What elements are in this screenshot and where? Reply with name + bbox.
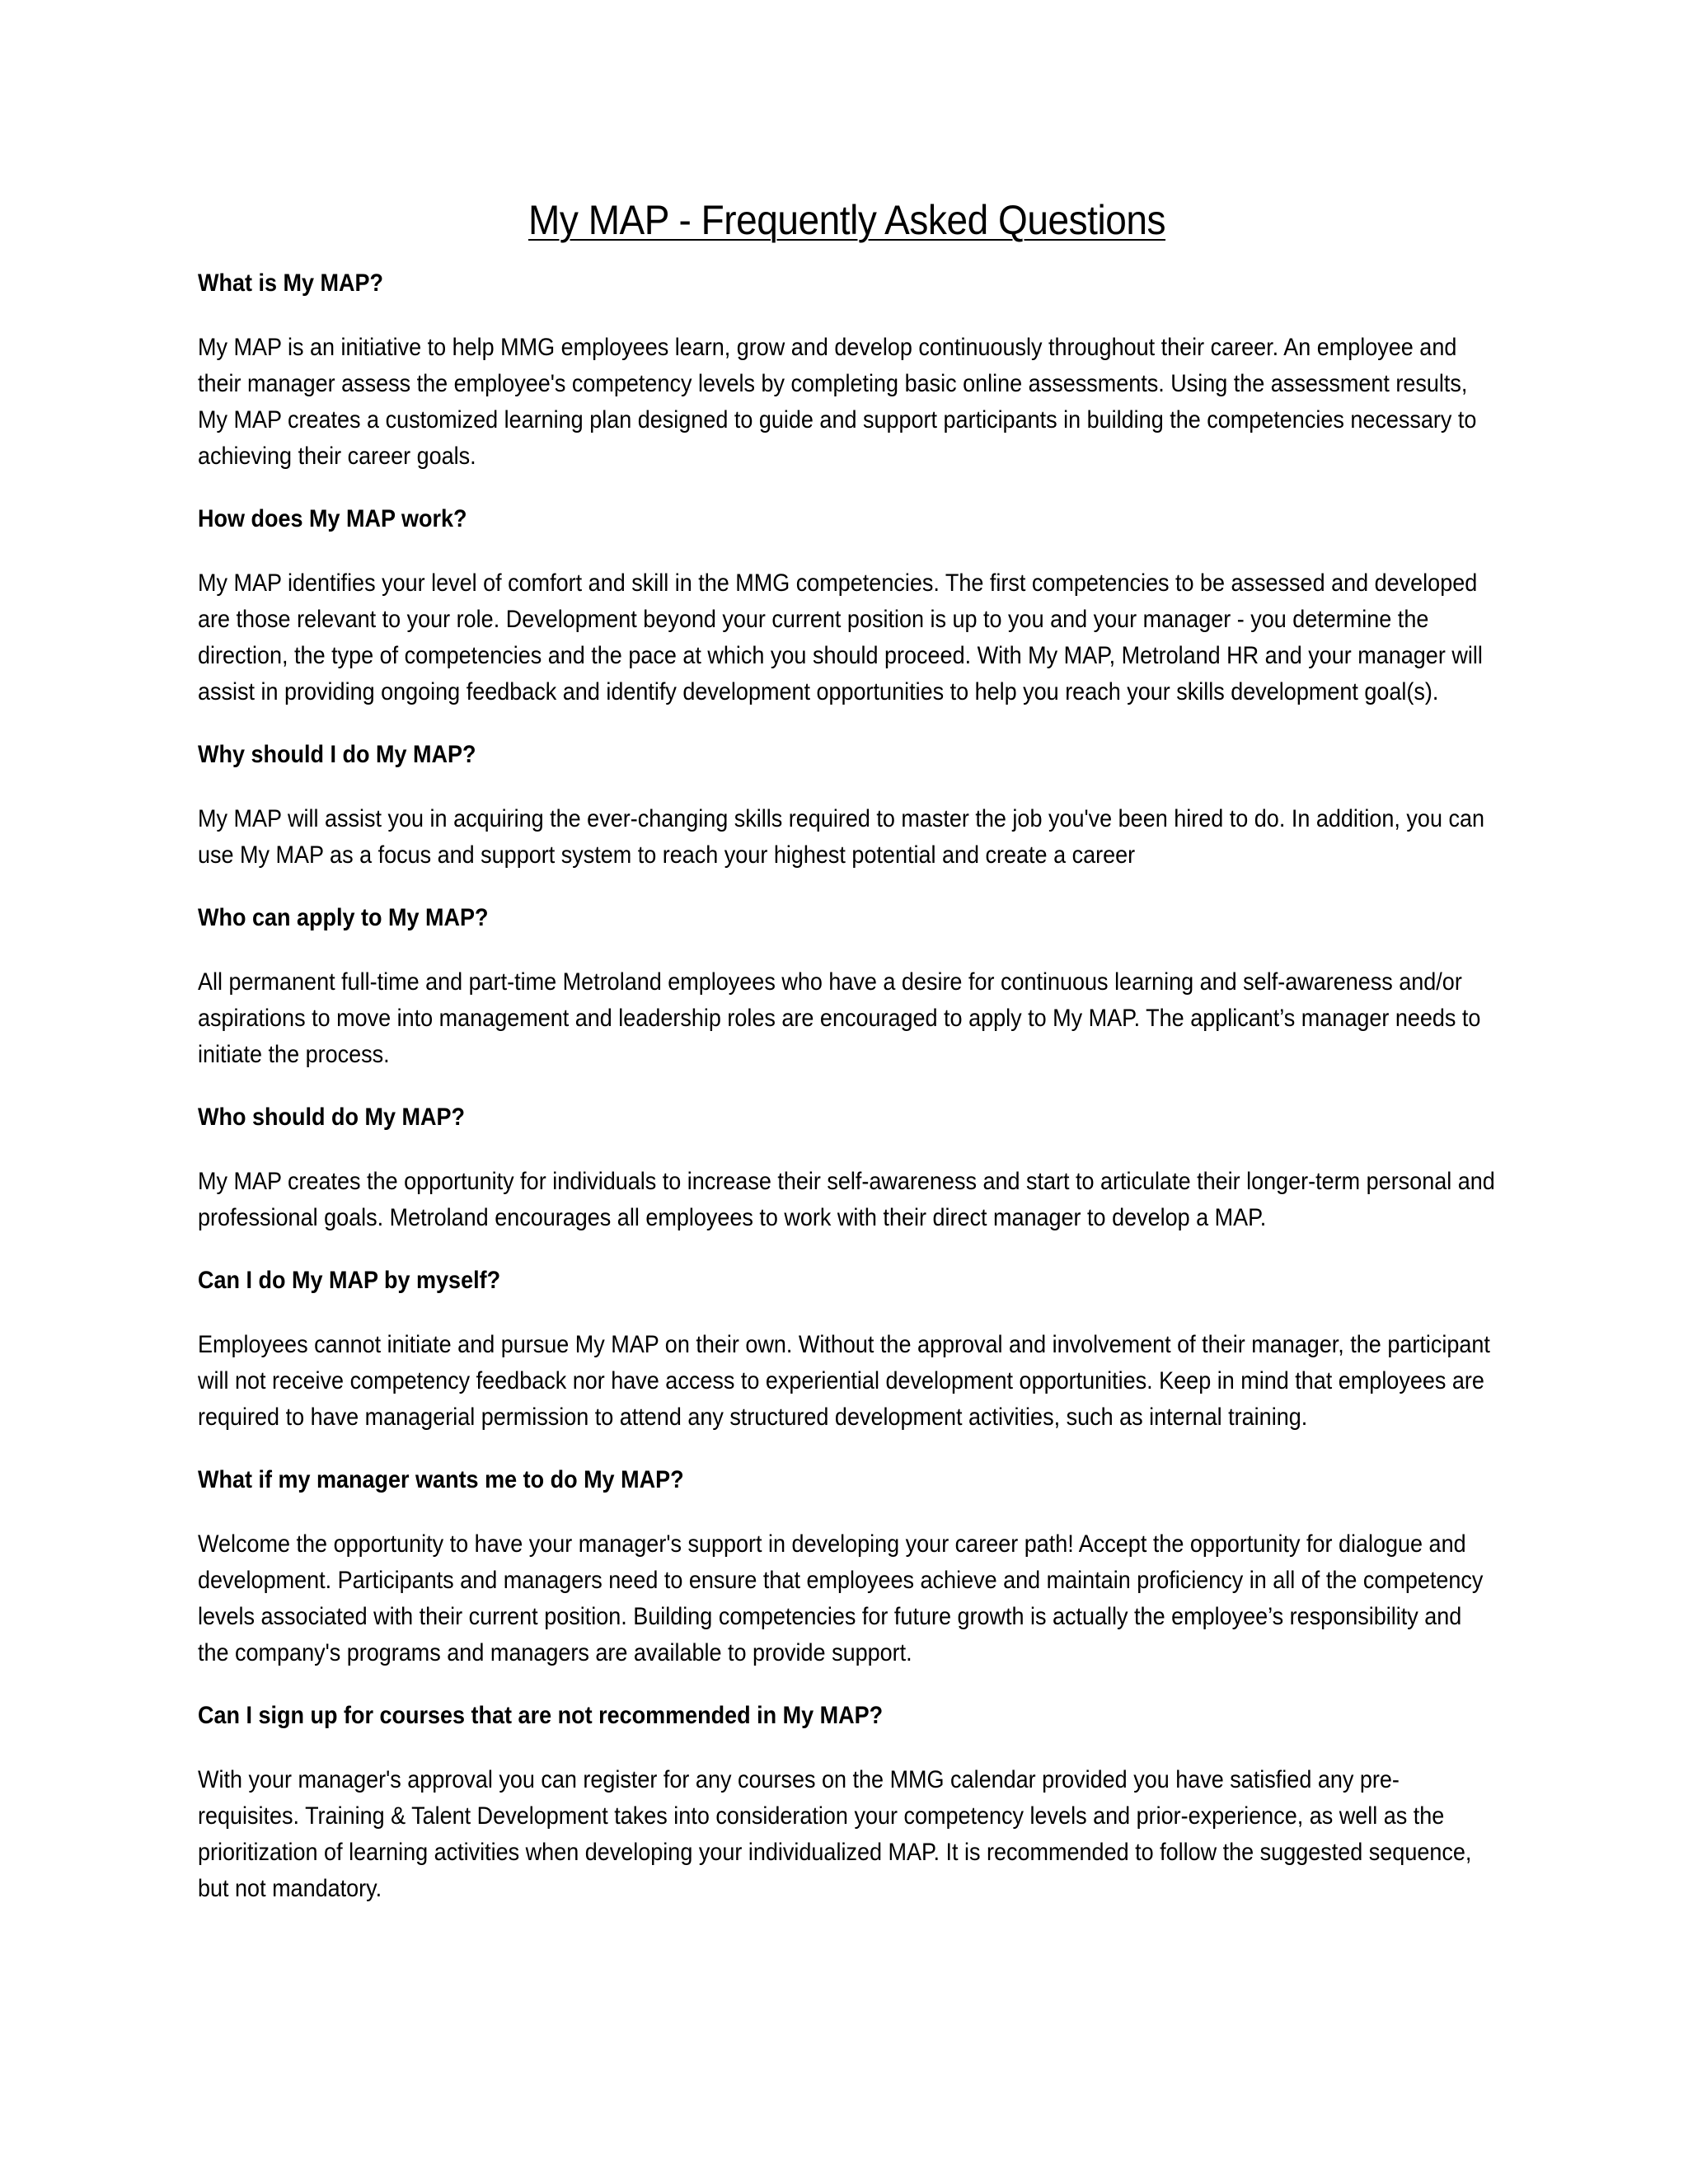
faq-question: Why should I do My MAP? (198, 741, 476, 768)
faq-item (198, 1101, 1496, 1236)
faq-answer: My MAP will assist you in acquiring the ever-changing skills required to master the job you've been hired to do. In addition, you can use My MAP as a focus and support system to reach your highest potential and create a career (198, 805, 1484, 869)
faq-answer: My MAP creates the opportunity for individuals to increase their self-awareness and start to articulate their longer-term personal and professional goals. Metroland encourages all employees to work with their direct manager to develop a MAP. (198, 1168, 1495, 1231)
faq-answer: My MAP is an initiative to help MMG employees learn, grow and develop continuously throughout their career. An employee and their manager assess the employee's competency levels by completing basic online assessments. Using the assessment results, My MAP creates a customized learning plan designed to guide and support participants in building the competencies necessary to achieving their career goals. (198, 334, 1477, 470)
faq-answer: My MAP identifies your level of comfort and skill in the MMG competencies. The first competencies to be assessed and developed are those relevant to your role. Development beyond your current position is up to you and your manager - you determine the direction, the type of competencies and the pace at which you should proceed. With My MAP, Metroland HR and your manager will assist in providing ongoing feedback and identify development opportunities to help you reach your skills development goal(s). (198, 569, 1483, 705)
faq-item (198, 503, 1496, 710)
faq-question: Can I sign up for courses that are not recommended in My MAP? (198, 1702, 884, 1729)
faq-item (198, 738, 1496, 874)
faq-item (198, 1264, 1496, 1436)
faq-question: How does My MAP work? (198, 505, 467, 532)
faq-question: What is My MAP? (198, 269, 384, 297)
faq-answer: Welcome the opportunity to have your manager's support in developing your career path! Accept the opportunity for dialogue and development. Participants and managers need to ensure that employees achieve and maintain proficiency in all of the competency levels associated with their current position. Building competencies for future growth is actually the employee’s responsibility and the company's programs and managers are available to provide support. (198, 1530, 1484, 1666)
faq-question: Who should do My MAP? (198, 1104, 465, 1131)
faq-question: What if my manager wants me to do My MAP? (198, 1466, 684, 1493)
faq-question: Who can apply to My MAP? (198, 904, 489, 931)
faq-question: Can I do My MAP by myself? (198, 1267, 501, 1294)
faq-item (198, 902, 1496, 1073)
faq-answer: All permanent full-time and part-time Metroland employees who have a desire for continuous learning and self-awareness and/or aspirations to move into management and leadership roles are encouraged to apply to My MAP. The applicant’s manager needs to initiate the process. (198, 968, 1481, 1068)
faq-answer: With your manager's approval you can register for any courses on the MMG calendar provided you have satisfied any pre-requisites. Training & Talent Development takes into consideration your competency levels and prior-experience, as well as the prioritization of learning activities when developing your individualized MAP. It is recommended to follow the suggested sequence, but not mandatory. (198, 1766, 1472, 1902)
document-page (198, 196, 1496, 1935)
faq-item (198, 1464, 1496, 1671)
faq-item (198, 267, 1496, 475)
faq-answer: Employees cannot initiate and pursue My MAP on their own. Without the approval and involvement of their manager, the participant will not receive competency feedback nor have access to experiential development opportunities. Keep in mind that employees are required to have managerial permission to attend any structured development activities, such as internal training. (198, 1331, 1490, 1431)
page-title: My MAP - Frequently Asked Questions (528, 197, 1166, 243)
faq-item (198, 1699, 1496, 1907)
